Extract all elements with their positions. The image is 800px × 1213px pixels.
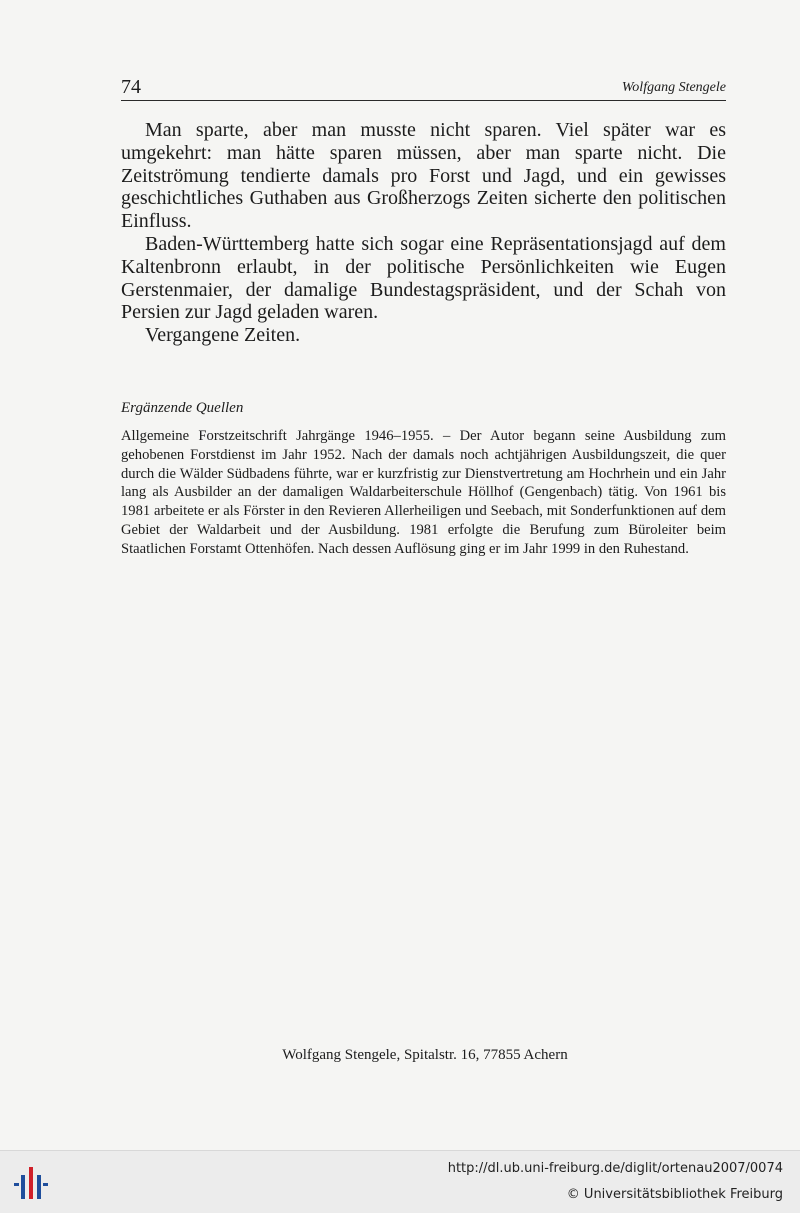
logo-mark [29,1167,33,1199]
logo-mark [43,1183,48,1186]
running-head [121,76,726,101]
running-author: Wolfgang Stengele [621,80,726,95]
source-url-link[interactable]: http://dl.ub.uni-freiburg.de/diglit/ortenau2007/0074 [447,1161,783,1176]
sources-paragraph: Allgemeine Forstzeitschrift Jahrgänge 1946–1955. – Der Autor begann seine Ausbildung zum gehobenen Forstdienst im Jahr 1952. Nach der damals noch achtjährigen Ausbildungszeit, die quer durch die Wälder Südbadens führte, war er kurzfristig zur Dienstvertretung am Hochrhein und ein Jahr lang als Ausbilder an der damaligen Waldarbeiterschule Höllhof (Gengenbach) tätig. Von 1961 bis 1981 arbeitete er als Förster in den Revieren Allerheiligen und Seebach, mit Sonderfunktionen auf dem Gebiet der Waldarbeit und der Ausbildung. 1981 erfolgte die Berufung zum Büroleiter beim Staatlichen Forstamt Ottenhöfen. Nach dessen Auflösung ging er im Jahr 1999 in den Ruhestand. [121,428,726,557]
sources-text [121,427,726,559]
viewer-footer [0,1150,800,1213]
ub-freiburg-logo-icon[interactable] [10,1165,52,1203]
body-text [121,119,726,347]
logo-mark [37,1175,41,1199]
logo-mark [21,1175,25,1199]
copyright-notice: © Universitätsbibliothek Freiburg [566,1187,783,1202]
paragraph: Baden-Württemberg hatte sich sogar eine Repräsentationsjagd auf dem Kaltenbronn erlaubt, in der politische Persönlichkeiten wie Eugen Gerstenmaier, der damalige Bundestagspräsident, und der Schah von Persien zur Jagd geladen waren. [121,232,726,324]
page-number: 74 [121,76,141,98]
logo-mark [14,1183,19,1186]
paragraph: Vergangene Zeiten. [145,324,301,347]
paragraph: Man sparte, aber man musste nicht sparen. Viel später war es umgekehrt: man hätte sparen müssen, aber man sparte nicht. Die Zeitströmung tendierte damals pro Forst und Jagd, und ein gewisses geschichtliches Guthaben aus Großherzogs Zeiten sicherte den politischen Einfluss. [121,119,726,233]
sources-heading: Ergänzende Quellen [121,400,244,416]
author-address: Wolfgang Stengele, Spitalstr. 16, 77855 Achern [282,1047,568,1063]
